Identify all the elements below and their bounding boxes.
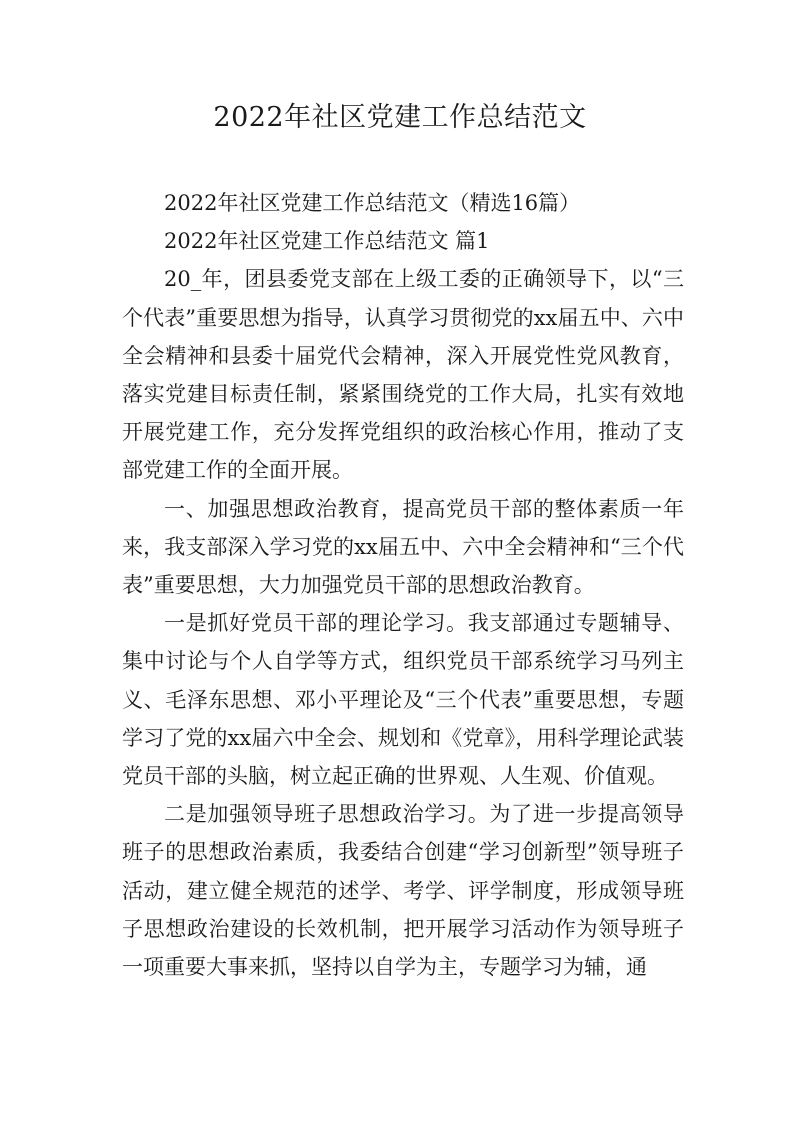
paragraph: 一、加强思想政治教育，提高党员干部的整体素质一年来，我支部深入学习党的xx届五中、六中全会精神和“三个代表”重要思想，大力加强党员干部的思想政治教育。 <box>122 496 684 598</box>
paragraph: 一是抓好党员干部的理论学习。我支部通过专题辅导、集中讨论与个人自学等方式，组织党员干部系统学习马列主义、毛泽东思想、邓小平理论及“三个代表”重要思想，专题学习了党的xx届六中全会、规划和《党章》，用科学理论武装党员干部的头脑，树立起正确的世界观、人生观、价值观。 <box>122 611 684 789</box>
paragraph: 20_年，团县委党支部在上级工委的正确领导下，以“三个代表”重要思想为指导，认真学习贯彻党的xx届五中、六中全会精神和县委十届党代会精神，深入开展党性党风教育，落实党建目标责任制，紧紧围绕党的工作大局，扎实有效地开展党建工作，充分发挥党组织的政治核心作用，推动了支部党建工作的全面开展。 <box>122 267 684 483</box>
paragraph: 二是加强领导班子思想政治学习。为了进一步提高领导班子的思想政治素质，我委结合创建“学习创新型”领导班子活动，建立健全规范的述学、考学、评学制度，形成领导班子思想政治建设的长效机制，把开展学习活动作为领导班子一项重要大事来抓，坚持以自学为主，专题学习为辅，通 <box>122 802 684 980</box>
document-title: 2022年社区党建工作总结范文 <box>213 102 587 133</box>
paragraph-section-heading: 2022年社区党建工作总结范文 篇1 <box>164 229 490 254</box>
document-body <box>122 184 684 986</box>
paragraph-subtitle: 2022年社区党建工作总结范文（精选16篇） <box>164 191 581 215</box>
